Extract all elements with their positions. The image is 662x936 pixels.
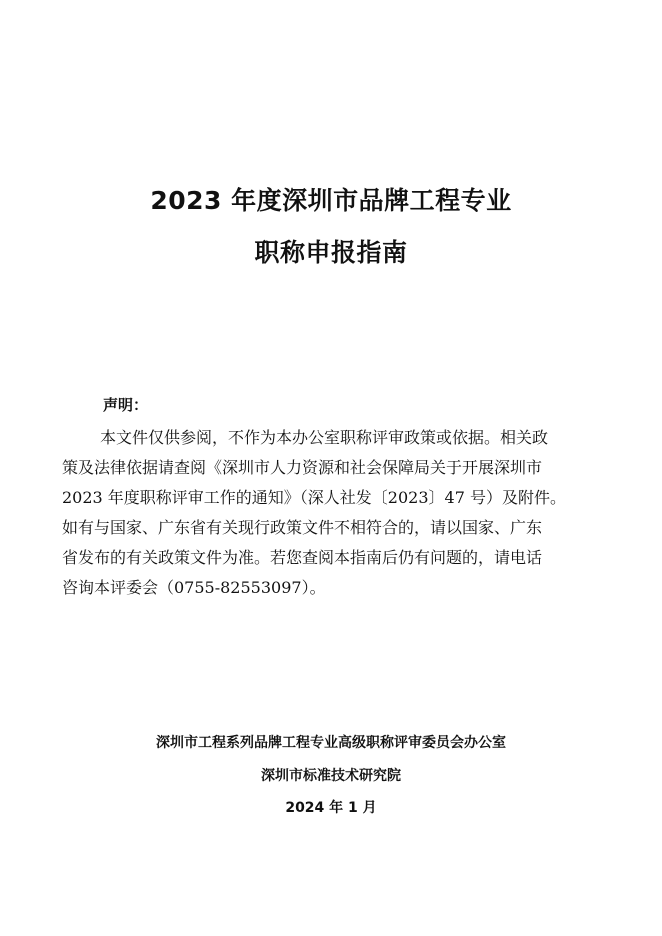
document-title-line-1: 2023 年度深圳市品牌工程专业 <box>150 186 512 215</box>
statement-line: 省发布的有关政策文件为准。若您查阅本指南后仍有问题的，请电话 <box>62 548 543 567</box>
statement-body <box>62 423 603 603</box>
issue-date: 2024 年 1 月 <box>285 800 377 816</box>
document-title-line-2: 职称申报指南 <box>254 238 408 267</box>
statement-line: 如有与国家、广东省有关现行政策文件不相符合的，请以国家、广东 <box>62 518 543 537</box>
statement-line: 策及法律依据请查阅《深圳市人力资源和社会保障局关于开展深圳市 <box>62 458 543 477</box>
statement-line: 咨询本评委会（0755-82553097）。 <box>62 578 326 597</box>
issuing-institute: 深圳市标准技术研究院 <box>261 768 401 784</box>
statement-line: 本文件仅供参阅，不作为本办公室职称评审政策或依据。相关政 <box>100 428 549 447</box>
statement-line: 2023 年度职称评审工作的通知》（深人社发〔2023〕47 号）及附件。 <box>62 488 566 507</box>
issuing-office: 深圳市工程系列品牌工程专业高级职称评审委员会办公室 <box>156 735 506 751</box>
statement-heading: 声明： <box>103 396 149 414</box>
